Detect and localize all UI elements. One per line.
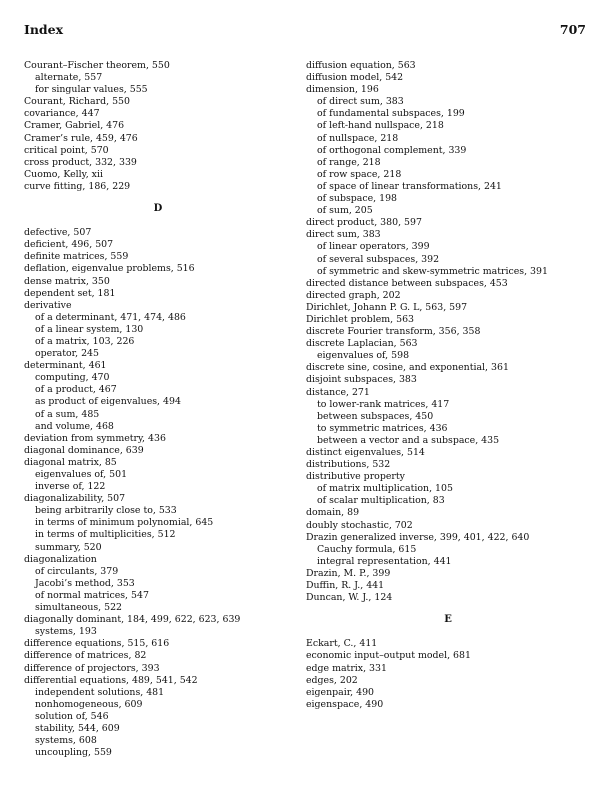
index-subentry: Jacobi’s method, 353 (35, 577, 135, 589)
index-subentry: eigenvalues of, 598 (317, 350, 410, 362)
index-subentry: systems, 193 (35, 626, 97, 638)
index-entry: Cramer, Gabriel, 476 (24, 120, 125, 132)
index-entry: domain, 89 (306, 507, 360, 519)
index-entry: diagonal matrix, 85 (24, 456, 117, 468)
index-entry: diagonally dominant, 184, 499, 622, 623, 639 (24, 614, 241, 626)
index-entry: distributive property (306, 471, 405, 483)
index-entry: edge matrix, 331 (306, 662, 387, 674)
index-subentry: of matrix multiplication, 105 (317, 483, 453, 495)
page-header (24, 22, 586, 40)
section-letter: D (153, 203, 163, 215)
index-subentry: of a product, 467 (35, 384, 117, 396)
index-entry: curve fitting, 186, 229 (24, 180, 131, 192)
index-entry: defective, 507 (24, 227, 92, 239)
index-subentry: of symmetric and skew-symmetric matrices, 391 (317, 265, 548, 277)
index-entry: distinct eigenvalues, 514 (306, 447, 425, 458)
section-letter: E (444, 614, 452, 626)
index-entry: Drazin, M. P., 399 (306, 567, 391, 579)
index-entry: diagonalizability, 507 (24, 493, 126, 505)
index-entry: edges, 202 (306, 674, 358, 686)
index-entry: differential equations, 489, 541, 542 (24, 674, 198, 686)
index-subentry: of direct sum, 383 (317, 96, 404, 108)
index-entry: discrete sine, cosine, and exponential, 361 (306, 362, 509, 374)
index-entry: Courant, Richard, 550 (24, 96, 130, 108)
index-subentry: to symmetric matrices, 436 (317, 422, 448, 434)
index-entry: eigenpair, 490 (306, 686, 375, 698)
index-subentry: integral representation, 441 (317, 555, 452, 567)
index-subentry: of fundamental subspaces, 199 (317, 108, 465, 120)
index-entry: economic input–output model, 681 (306, 650, 471, 662)
index-subentry: between subspaces, 450 (317, 410, 434, 422)
index-subentry: of subspace, 198 (317, 193, 397, 205)
index-entry: disjoint subspaces, 383 (306, 374, 417, 386)
index-entry: directed distance between subspaces, 453 (306, 277, 508, 289)
index-subentry: eigenvalues of, 501 (35, 469, 128, 480)
index-subentry: for singular values, 555 (35, 84, 148, 96)
index-subentry: of normal matrices, 547 (35, 589, 149, 601)
index-entry: Courant–Fischer theorem, 550 (24, 60, 170, 71)
index-subentry: between a vector and a subspace, 435 (317, 434, 500, 446)
index-entry: dependent set, 181 (24, 287, 116, 299)
index-entry: diagonal dominance, 639 (24, 444, 144, 456)
index-entry: distance, 271 (306, 386, 370, 398)
index-entry: eigenspace, 490 (306, 698, 384, 710)
index-subentry: being arbitrarily close to, 533 (35, 505, 177, 517)
index-subentry: of range, 218 (317, 156, 381, 168)
index-subentry: operator, 245 (35, 348, 99, 360)
index-subentry: of row space, 218 (317, 168, 402, 180)
index-subentry: summary, 520 (35, 541, 102, 553)
index-entry: direct sum, 383 (306, 229, 381, 241)
index-entry: covariance, 447 (24, 108, 100, 120)
index-subentry: computing, 470 (35, 372, 110, 384)
index-subentry: of nullspace, 218 (317, 132, 399, 144)
index-subentry: as product of eigenvalues, 494 (35, 396, 181, 408)
index-entry: discrete Fourier transform, 356, 358 (306, 326, 481, 338)
index-entry: Duncan, W. J., 124 (306, 592, 393, 604)
index-subentry: in terms of multiplicities, 512 (35, 529, 176, 541)
index-subentry: of a sum, 485 (35, 408, 100, 420)
index-entry: definite matrices, 559 (24, 251, 129, 263)
index-subentry: independent solutions, 481 (35, 686, 165, 698)
index-subentry: inverse of, 122 (35, 481, 106, 493)
index-subentry: simultaneous, 522 (35, 602, 123, 614)
index-entry: diagonalization (24, 553, 97, 565)
index-subentry: nonhomogeneous, 609 (35, 698, 143, 710)
index-subentry: and volume, 468 (35, 420, 114, 432)
index-entry: diffusion model, 542 (306, 72, 404, 84)
index-entry: distributions, 532 (306, 459, 391, 471)
index-entry: Drazin generalized inverse, 399, 401, 422, 640 (306, 531, 530, 543)
index-subentry: uncoupling, 559 (35, 747, 112, 759)
index-entry: determinant, 461 (24, 360, 107, 372)
index-subentry: stability, 544, 609 (35, 722, 120, 734)
index-subentry: alternate, 557 (35, 72, 103, 84)
index-subentry: of several subspaces, 392 (317, 253, 440, 265)
index-entry: difference of projectors, 393 (24, 662, 160, 674)
index-subentry: of a determinant, 471, 474, 486 (35, 311, 186, 323)
index-entry: critical point, 570 (24, 144, 109, 156)
index-subentry: of linear operators, 399 (317, 241, 430, 253)
index-entry: Eckart, C., 411 (306, 638, 378, 650)
index-subentry: Cauchy formula, 615 (317, 543, 417, 555)
index-subentry: of a linear system, 130 (35, 323, 144, 335)
index-subentry: of circulants, 379 (35, 565, 119, 577)
index-subentry: systems, 608 (35, 735, 97, 747)
index-entry: Dirichlet, Johann P. G. L, 563, 597 (306, 301, 468, 313)
index-entry: cross product, 332, 339 (24, 156, 137, 168)
index-entry: deflation, eigenvalue problems, 516 (24, 263, 195, 275)
index-entry: Cramer’s rule, 459, 476 (24, 132, 138, 144)
page-number: 707 (559, 22, 586, 37)
index-subentry: of space of linear transformations, 241 (317, 180, 502, 192)
index-entry: direct product, 380, 597 (306, 217, 422, 229)
index-subentry: of left-hand nullspace, 218 (317, 120, 444, 132)
index-entry: deviation from symmetry, 436 (24, 432, 166, 444)
index-entry: deficient, 496, 507 (24, 239, 114, 251)
index-entry: directed graph, 202 (306, 289, 401, 301)
index-entry: doubly stochastic, 702 (306, 519, 413, 531)
running-title: Index (24, 22, 64, 37)
index-entry: dimension, 196 (306, 84, 379, 96)
index-entry: dense matrix, 350 (24, 275, 110, 287)
index-subentry: in terms of minimum polynomial, 645 (35, 517, 214, 529)
index-subentry: to lower-rank matrices, 417 (317, 398, 450, 410)
index-subentry: of scalar multiplication, 83 (317, 495, 445, 507)
index-entry: difference of matrices, 82 (24, 650, 147, 662)
index-subentry: of sum, 205 (317, 205, 373, 217)
index-subentry: of orthogonal complement, 339 (317, 144, 467, 156)
index-subentry: of a matrix, 103, 226 (35, 335, 135, 347)
index-entry: difference equations, 515, 616 (24, 638, 170, 650)
index-subentry: solution of, 546 (35, 710, 109, 722)
index-entry: derivative (24, 299, 72, 311)
index-entry: Duffin, R. J., 441 (306, 580, 385, 592)
index-entry: discrete Laplacian, 563 (306, 338, 418, 350)
index-entry: diffusion equation, 563 (306, 60, 416, 71)
index-column-left (24, 60, 292, 759)
index-entry: Dirichlet problem, 563 (306, 313, 414, 325)
index-entry: Cuomo, Kelly, xii (24, 168, 103, 180)
index-column-right (306, 60, 590, 711)
